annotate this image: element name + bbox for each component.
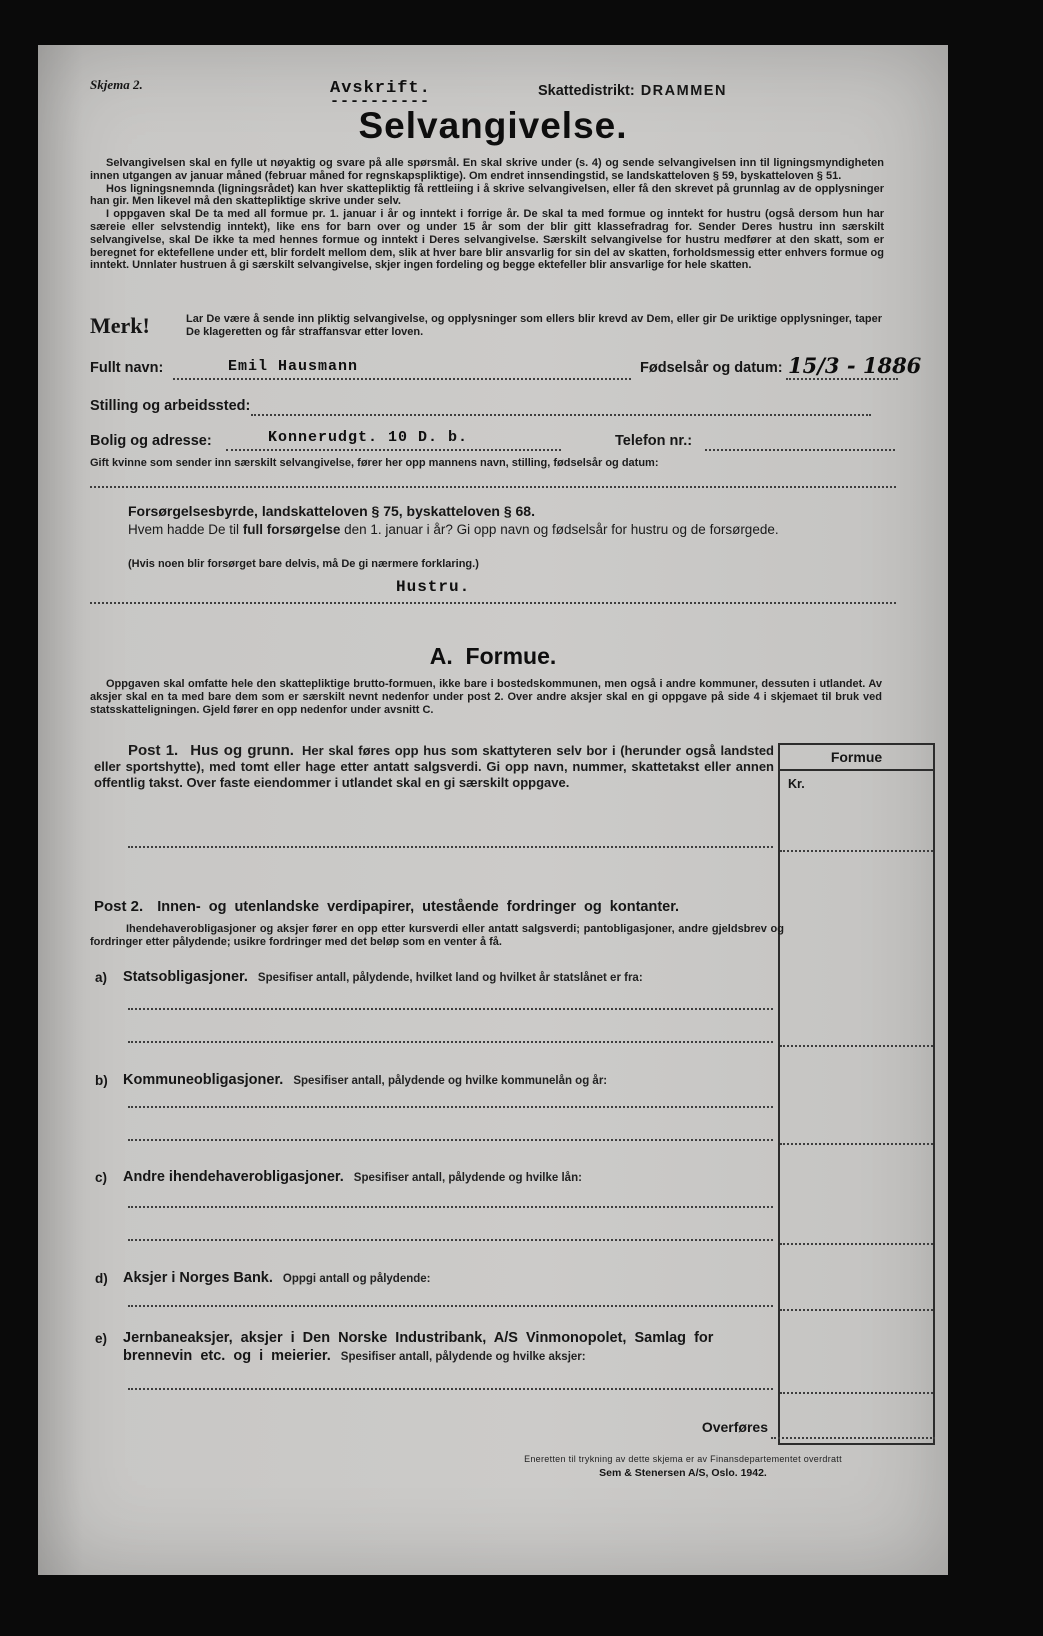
amount-line xyxy=(780,1392,933,1394)
item-a-letter: a) xyxy=(95,970,108,985)
amount-column-header: Formue xyxy=(780,745,933,771)
amount-line xyxy=(780,1309,933,1311)
item-b-letter: b) xyxy=(95,1073,108,1088)
carry-over-label: Overføres xyxy=(701,1419,768,1435)
item-d-letter: d) xyxy=(95,1271,108,1286)
item-a xyxy=(123,968,778,986)
address-line xyxy=(226,427,561,451)
amount-line xyxy=(780,850,933,852)
post2-heading xyxy=(94,898,784,916)
merk-label: Merk! xyxy=(90,313,150,338)
item-b-answer-line xyxy=(128,1106,773,1108)
amount-line xyxy=(780,1045,933,1047)
address-label: Bolig og adresse: xyxy=(90,433,212,449)
section-a-intro: Oppgaven skal omfatte hele den skattepliktige brutto-formuen, ikke bare i bostedskommunen, men også i andre kommuner, dessuten i utlandet. Av aksjer skal en ta med bare dem som er særskilt nevnt nedenfor under post 2. Over andre aksjer skal en gi oppgave på side 4 i skjemaet til bruk ved statsskatteligningen. Gjeld fører en opp nedenfor under avsnitt C. xyxy=(90,678,882,716)
item-e-desc: Spesifiser antall, pålydende og hvilke aksjer: xyxy=(340,1351,586,1363)
dependents-answer: Hustru. xyxy=(396,578,471,596)
dependents-note: (Hvis noen blir forsørget bare delvis, må De gi nærmere forklaring.) xyxy=(128,558,479,570)
full-name-label: Fullt navn: xyxy=(90,360,164,376)
address-value: Konnerudgt. 10 D. b. xyxy=(268,429,469,446)
full-name-line xyxy=(173,354,631,380)
tax-district-value: DRAMMEN xyxy=(640,83,727,99)
item-d-title: Aksjer i Norges Bank. xyxy=(123,1270,273,1286)
amount-line xyxy=(780,1243,933,1245)
dependents-heading: Forsørgelsesbyrde, landskatteloven § 75, byskatteloven § 68. xyxy=(128,503,535,519)
birth-date-value: 15/3 - 1886 xyxy=(788,353,922,378)
item-e-title: Jernbaneaksjer, aksjer i Den Norske Industribank, A/S Vinmonopolet, Samlag for brennevin etc. og i meierier. xyxy=(123,1330,714,1364)
instruction-paragraph-3 xyxy=(90,208,884,272)
instruction-p3-text: I oppgaven skal De ta med all formue pr. 1. januar i år og inntekt i forrige år. De skal ta med formue og inntekt for hustru (også dersom hun har særeie eller selvstendig inntekt), like ens for barn over og under 15 år som der blir gitt klassefradrag for. xyxy=(90,208,884,233)
birth-date-label: Fødselsår og datum: xyxy=(640,360,783,376)
post1-title: Hus og grunn. xyxy=(190,742,294,759)
phone-line xyxy=(705,427,895,451)
dependents-question-text-2: den 1. januar i år? Gi opp navn og fødselsår for hustru og de forsørgede. xyxy=(340,522,779,537)
print-rights-note: Eneretten til trykning av dette skjema er av Finansdepartementet overdratt xyxy=(524,1454,842,1464)
avskrift-stamp xyxy=(330,79,431,110)
occupation-label: Stilling og arbeidssted: xyxy=(90,398,251,414)
tax-district xyxy=(538,83,727,99)
item-c-answer-line xyxy=(128,1206,773,1208)
item-b-answer-line-2 xyxy=(128,1139,773,1141)
item-c-title: Andre ihendehaverobligasjoner. xyxy=(123,1169,344,1185)
amount-line xyxy=(780,1143,933,1145)
item-d-answer-line xyxy=(128,1305,773,1307)
item-a-desc: Spesifiser antall, pålydende, hvilket land og hvilket år statslånet er fra: xyxy=(257,972,643,984)
item-e-letter: e) xyxy=(95,1331,108,1346)
instruction-p3-text-2: Særskilt selvangivelse for hustru medfører at den skatt, som er beregnet for ektefellene under ett, blir fordelt mellom dem, slik at hver bare blir ansvarlig for sin del av skatten, forholdsmessig etter enhvers formue og inntekt. Unnlater hustruen å gi særskilt selvangivelse, skjer ingen fordeling og begge ektefeller blir ansvarlige for hele skatten. xyxy=(90,233,884,272)
item-c-letter: c) xyxy=(95,1170,108,1185)
item-d-desc: Oppgi antall og pålydende: xyxy=(282,1273,431,1285)
document-page xyxy=(38,45,948,1575)
item-b-title: Kommuneobligasjoner. xyxy=(123,1072,284,1088)
post1-body: Her skal føres opp hus som skattyteren selv bor i (herunder også landsted eller sportshytte), med tomt eller hage etter antatt salgsverdi. Gi opp navn, nummer, skattetakst eller annen offentlig takst. Over faste eiendommer i utlandet skal en gi særskilt oppgave. xyxy=(94,743,774,790)
dependents-question-text: Hvem hadde De til xyxy=(128,522,243,537)
married-woman-note: Gift kvinne som sender inn særskilt selvangivelse, fører her opp mannens navn, stilling, fødselsår og datum: xyxy=(90,457,659,469)
carry-over-line xyxy=(771,1437,935,1439)
instruction-paragraph-2: Hos ligningsnemnda (ligningsrådet) kan hver skattepliktig få rettleiing i å skrive selvangivelsen, eller få den skrevet på grunnlag av de opplysninger han gir. Men likevel må den skattepliktige skrive under selv. xyxy=(90,182,884,208)
post2-body: Ihendehaverobligasjoner og aksjer fører en opp etter kursverdi eller antatt salgsverdi; pantobligasjoner, andre gjeldsbrev og fordringer etter pålydende; usikre fordringer med det beløp som en venter å få. xyxy=(90,923,784,948)
avskrift-underline: ---------- xyxy=(330,93,431,110)
item-c-answer-line-2 xyxy=(128,1239,773,1241)
printer-imprint: Sem & Stenersen A/S, Oslo. 1942. xyxy=(599,1467,767,1479)
item-b-desc: Spesifiser antall, pålydende og hvilke kommunelån og år: xyxy=(293,1075,608,1087)
avskrift-text: Avskrift. xyxy=(330,79,431,98)
instruction-p3-bold-text: Sender Deres hustru inn særskilt selvangivelse, skal De ikke ta med hennes formue og inntekt i Deres selvangivelse. xyxy=(90,220,885,246)
amount-column xyxy=(778,743,935,1445)
post1-answer-line xyxy=(128,846,773,848)
item-c-desc: Spesifiser antall, pålydende og hvilke lån: xyxy=(353,1172,582,1184)
item-a-answer-line xyxy=(128,1008,773,1010)
item-e-answer-line xyxy=(128,1388,773,1390)
occupation-line xyxy=(251,392,871,416)
post1-label: Post 1. xyxy=(128,742,179,759)
phone-label: Telefon nr.: xyxy=(615,433,693,449)
section-a-heading: A. Formue. xyxy=(429,643,557,669)
full-name-value: Emil Hausmann xyxy=(228,358,359,375)
instruction-paragraph-1: Selvangivelsen skal en fylle ut nøyaktig og svare på alle spørsmål. En skal skrive under (s. 4) og sende selvangivelsen inn til ligningsmyndigheten innen utgangen av januar måned (februar måned for regnskapspliktige). Om endret innsendingstid, se landskatteloven § 59, byskatteloven § 51. xyxy=(90,157,884,182)
dependents-answer-line xyxy=(90,602,896,604)
form-title: Selvangivelse. xyxy=(358,105,628,146)
dependents-question-bold: full forsørgelse xyxy=(242,522,341,537)
post1 xyxy=(94,743,774,790)
tax-district-label: Skattedistrikt: xyxy=(538,83,635,99)
form-number-label: Skjema 2. xyxy=(90,77,143,92)
item-b xyxy=(123,1071,778,1089)
birth-date-line xyxy=(786,353,922,380)
post2-title: Innen- og utenlandske verdipapirer, utestående fordringer og kontanter. xyxy=(157,899,680,915)
item-d xyxy=(123,1269,778,1287)
item-a-answer-line-2 xyxy=(128,1041,773,1043)
separator-line xyxy=(90,486,896,488)
item-a-title: Statsobligasjoner. xyxy=(123,969,248,985)
item-c xyxy=(123,1168,778,1186)
merk-warning xyxy=(90,313,882,339)
instructions xyxy=(90,157,884,272)
item-e xyxy=(123,1329,753,1366)
post2-label: Post 2. xyxy=(94,898,144,915)
dependents-question xyxy=(90,522,878,539)
merk-text: Lar De være å sende inn pliktig selvangivelse, og opplysninger som ellers blir krevd av Dem, eller gir De uriktige opplysninger, taper De klageretten og får straffansvar etter loven. xyxy=(186,313,882,338)
amount-column-unit: Kr. xyxy=(788,777,805,791)
